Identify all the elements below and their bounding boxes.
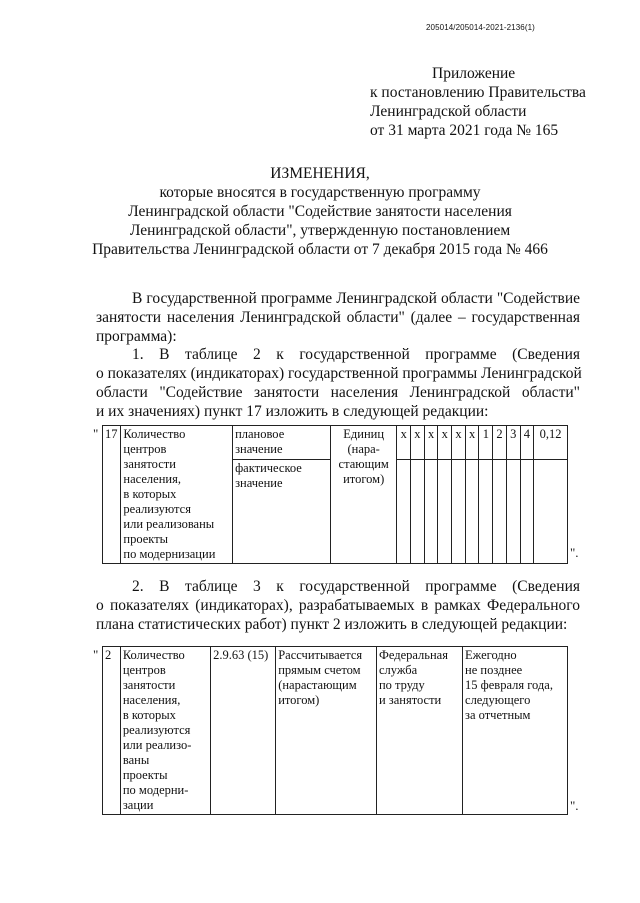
indicator-table-3 — [102, 646, 568, 815]
fact-line: фактическое — [235, 460, 302, 475]
name-line: Количество — [122, 648, 185, 662]
title-heading: ИЗМЕНЕНИЯ, — [270, 165, 370, 182]
name-line: центров — [122, 663, 166, 677]
appendix-line: Ленинградской области — [370, 103, 527, 120]
name-line: проекты — [123, 532, 169, 546]
plan-line: значение — [235, 442, 283, 456]
empty-cell — [452, 459, 466, 563]
row-number: 2 — [103, 647, 121, 815]
name-line: зации — [122, 798, 154, 812]
plan-line: плановое — [235, 427, 285, 441]
intro-line: занятости населения Ленинградской области" (далее – государственная — [96, 309, 580, 326]
name-line: ваны — [122, 753, 150, 767]
fact-value-label — [233, 459, 331, 563]
empty-cell — [520, 459, 534, 563]
value-cell: x — [452, 426, 466, 460]
value-cell: x — [465, 426, 479, 460]
value-cell: 2 — [493, 426, 507, 460]
name-line: занятости — [123, 457, 176, 471]
title-line: Ленинградской области "Содействие занятости населения — [128, 203, 512, 220]
empty-cell — [479, 459, 493, 563]
value-cell: x — [424, 426, 438, 460]
method-line: Рассчитывается — [278, 648, 363, 662]
value-cell: x — [411, 426, 425, 460]
appendix-line: Приложение — [432, 65, 516, 82]
appendix-line: к постановлению Правительства — [370, 84, 586, 101]
item1-line: о показателях (индикаторах) государственной программы Ленинградской — [96, 365, 582, 382]
unit-line: Единиц — [343, 427, 385, 441]
source-line: служба — [378, 663, 418, 677]
unit-cell — [331, 426, 397, 564]
indicator-table-2 — [102, 425, 568, 564]
name-line: центров — [123, 442, 167, 456]
name-line: Количество — [123, 427, 186, 441]
title-line: Ленинградской области", утвержденную постановлением — [129, 222, 511, 239]
unit-line: (нара- — [347, 442, 380, 456]
appendix-line: от 31 марта 2021 года № 165 — [370, 122, 559, 139]
empty-cell — [397, 459, 411, 563]
value-cell: 1 — [479, 426, 493, 460]
value-cell: x — [438, 426, 452, 460]
value-cell: x — [397, 426, 411, 460]
name-line: проекты — [122, 768, 168, 782]
name-line: или реализованы — [123, 517, 215, 531]
name-line: или реализо- — [122, 738, 192, 752]
source-line: и занятости — [378, 693, 442, 707]
method-line: (нарастающим — [278, 678, 357, 692]
item2-paragraph — [96, 577, 580, 634]
name-line: населения, — [123, 472, 181, 486]
empty-cell — [424, 459, 438, 563]
period-line: 15 февраля года, — [465, 678, 553, 692]
table2-open-quote: " — [93, 647, 99, 662]
calculation-method — [276, 647, 377, 815]
name-line: реализуются — [123, 502, 191, 516]
source-line: Федеральная — [378, 648, 448, 662]
item2-line: о показателях (индикаторах), разрабатываемых в рамках Федерального — [96, 597, 580, 614]
plan-value-label — [233, 426, 331, 460]
method-line: прямым счетом — [278, 663, 361, 677]
source-line: по труду — [378, 678, 425, 692]
empty-cell — [506, 459, 520, 563]
table1-open-quote: " — [93, 426, 99, 441]
fact-line: значение — [235, 475, 283, 490]
item1-line: и их значениях) пункт 17 изложить в следующей редакции: — [96, 403, 489, 420]
title-line: которые вносятся в государственную программу — [159, 184, 481, 201]
name-line: в которых — [123, 487, 177, 501]
name-line: в которых — [122, 708, 176, 722]
value-cell: 3 — [506, 426, 520, 460]
name-line: занятости — [122, 678, 176, 692]
name-line: реализуются — [122, 723, 191, 737]
value-cell: 4 — [520, 426, 534, 460]
name-line: по модернизации — [123, 547, 216, 561]
unit-line: стающим — [338, 457, 389, 471]
intro-line: программа): — [96, 328, 177, 345]
period-line: Ежегодно — [465, 648, 517, 662]
row-number: 17 — [103, 426, 121, 564]
table1-close-quote: ". — [570, 545, 579, 560]
intro-paragraph — [96, 289, 580, 346]
item2-line: плана статистических работ) пункт 2 изложить в следующей редакции: — [96, 616, 568, 633]
indicator-name — [121, 426, 233, 564]
name-line: населения, — [122, 693, 181, 707]
responsible-body — [376, 647, 462, 815]
title-line: Правительства Ленинградской области от 7 декабря 2015 года № 466 — [92, 241, 548, 258]
period-line: не позднее — [465, 663, 523, 677]
value-cell: 0,12 — [534, 426, 568, 460]
document-title — [0, 164, 640, 259]
item1-paragraph — [96, 345, 580, 421]
appendix-block — [370, 64, 586, 140]
empty-cell — [493, 459, 507, 563]
table2-close-quote: ". — [570, 798, 579, 813]
item1-line: области "Содействие занятости населения Ленинградской области" — [96, 384, 580, 401]
reporting-period — [463, 647, 568, 815]
empty-cell — [411, 459, 425, 563]
empty-cell — [465, 459, 479, 563]
item2-line: 2. В таблице 3 к государственной программе (Сведения — [132, 578, 580, 595]
period-line: за отчетным — [465, 708, 531, 722]
period-line: следующего — [465, 693, 531, 707]
name-line: по модерни- — [122, 783, 189, 797]
method-line: итогом) — [278, 693, 320, 707]
empty-cell — [534, 459, 568, 563]
unit-line: итогом) — [343, 472, 385, 486]
item1-line: 1. В таблице 2 к государственной программе (Сведения — [132, 346, 580, 363]
document-id: 205014/205014-2021-2136(1) — [426, 23, 535, 32]
intro-line: В государственной программе Ленинградской области "Содействие — [132, 290, 580, 307]
form-code: 2.9.63 (15) — [211, 647, 276, 815]
indicator-name — [120, 647, 210, 815]
empty-cell — [438, 459, 452, 563]
